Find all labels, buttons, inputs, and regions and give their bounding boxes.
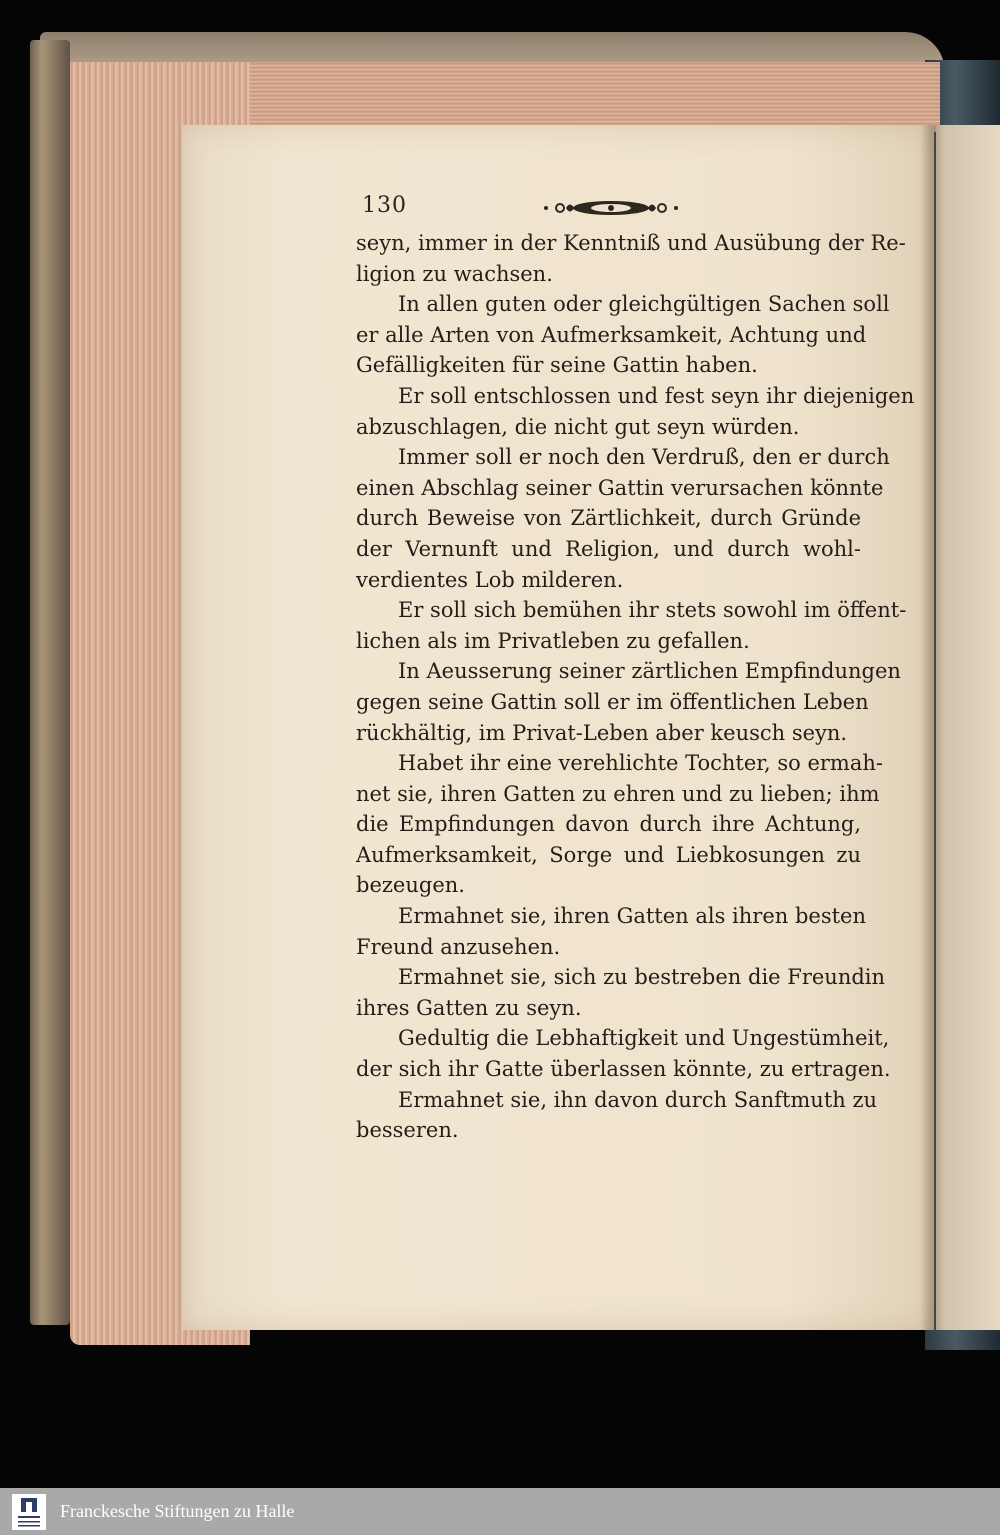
text-line: In Aeusserung seiner zärtlichen Empfindungen (398, 659, 901, 684)
text-line: er alle Arten von Aufmerksamkeit, Achtung und (356, 322, 867, 347)
institution-name: Franckesche Stiftungen zu Halle (60, 1501, 295, 1521)
text-line: Er soll sich bemühen ihr stets sowohl im öffent- (398, 598, 907, 623)
text-line: abzuschlagen, die nicht gut seyn würden. (356, 414, 800, 439)
text-line: besseren. (356, 1118, 459, 1143)
text-line: bezeugen. (356, 873, 465, 898)
text-line: Immer soll er noch den Verdruß, den er durch (398, 445, 890, 470)
text-line: seyn, immer in der Kenntniß und Ausübung der Re- (356, 231, 906, 255)
text-line: Ermahnet sie, sich zu bestreben die Freundin (398, 965, 886, 990)
text-line: die Empfindungen davon durch ihre Achtung, (356, 812, 861, 837)
text-line: Gedultig die Lebhaftigkeit und Ungestümheit, (398, 1026, 890, 1051)
text-line: rückhältig, im Privat-Leben aber keusch seyn. (356, 720, 848, 745)
footer-bar (0, 1488, 1000, 1535)
text-line: ihres Gatten zu seyn. (356, 995, 582, 1020)
text-line: durch Beweise von Zärtlichkeit, durch Gründe (356, 506, 861, 531)
text-line: Habet ihr eine verehlichte Tochter, so ermah- (398, 751, 883, 776)
ornament-vignette-icon (540, 197, 682, 219)
text-line: Ermahnet sie, ihn davon durch Sanftmuth zu (398, 1087, 878, 1112)
facing-page (936, 125, 1000, 1330)
institution-logo-icon (12, 1494, 46, 1530)
book-cover-edge (30, 40, 70, 1325)
text-line: Aufmerksamkeit, Sorge und Liebkosungen zu (356, 842, 861, 867)
text-line: Ermahnet sie, ihren Gatten als ihren besten (398, 904, 867, 929)
text-line: verdientes Lob milderen. (356, 567, 624, 592)
text-line: Freund anzusehen. (356, 934, 561, 959)
text-line: einen Abschlag seiner Gattin verursachen könnte (356, 475, 884, 500)
text-line: ligion zu wachsen. (356, 261, 553, 286)
text-line: gegen seine Gattin soll er im öffentlichen Leben (356, 689, 869, 714)
text-line: Gefälligkeiten für seine Gattin haben. (356, 353, 758, 378)
text-line: lichen als im Privatleben zu gefallen. (356, 628, 750, 653)
page-body-text (356, 228, 915, 1146)
page-number: 130 (362, 193, 407, 218)
page-gutter (920, 125, 944, 1330)
page-header (362, 193, 682, 223)
text-line: Er soll entschlossen und fest seyn ihr diejenigen (398, 383, 915, 408)
text-line: der sich ihr Gatte überlassen könnte, zu ertragen. (356, 1057, 891, 1082)
text-line: net sie, ihren Gatten zu ehren und zu lieben; ihm (356, 781, 880, 806)
text-line: der Vernunft und Religion, und durch wohl- (356, 536, 861, 561)
text-line: In allen guten oder gleichgültigen Sachen soll (398, 292, 890, 317)
